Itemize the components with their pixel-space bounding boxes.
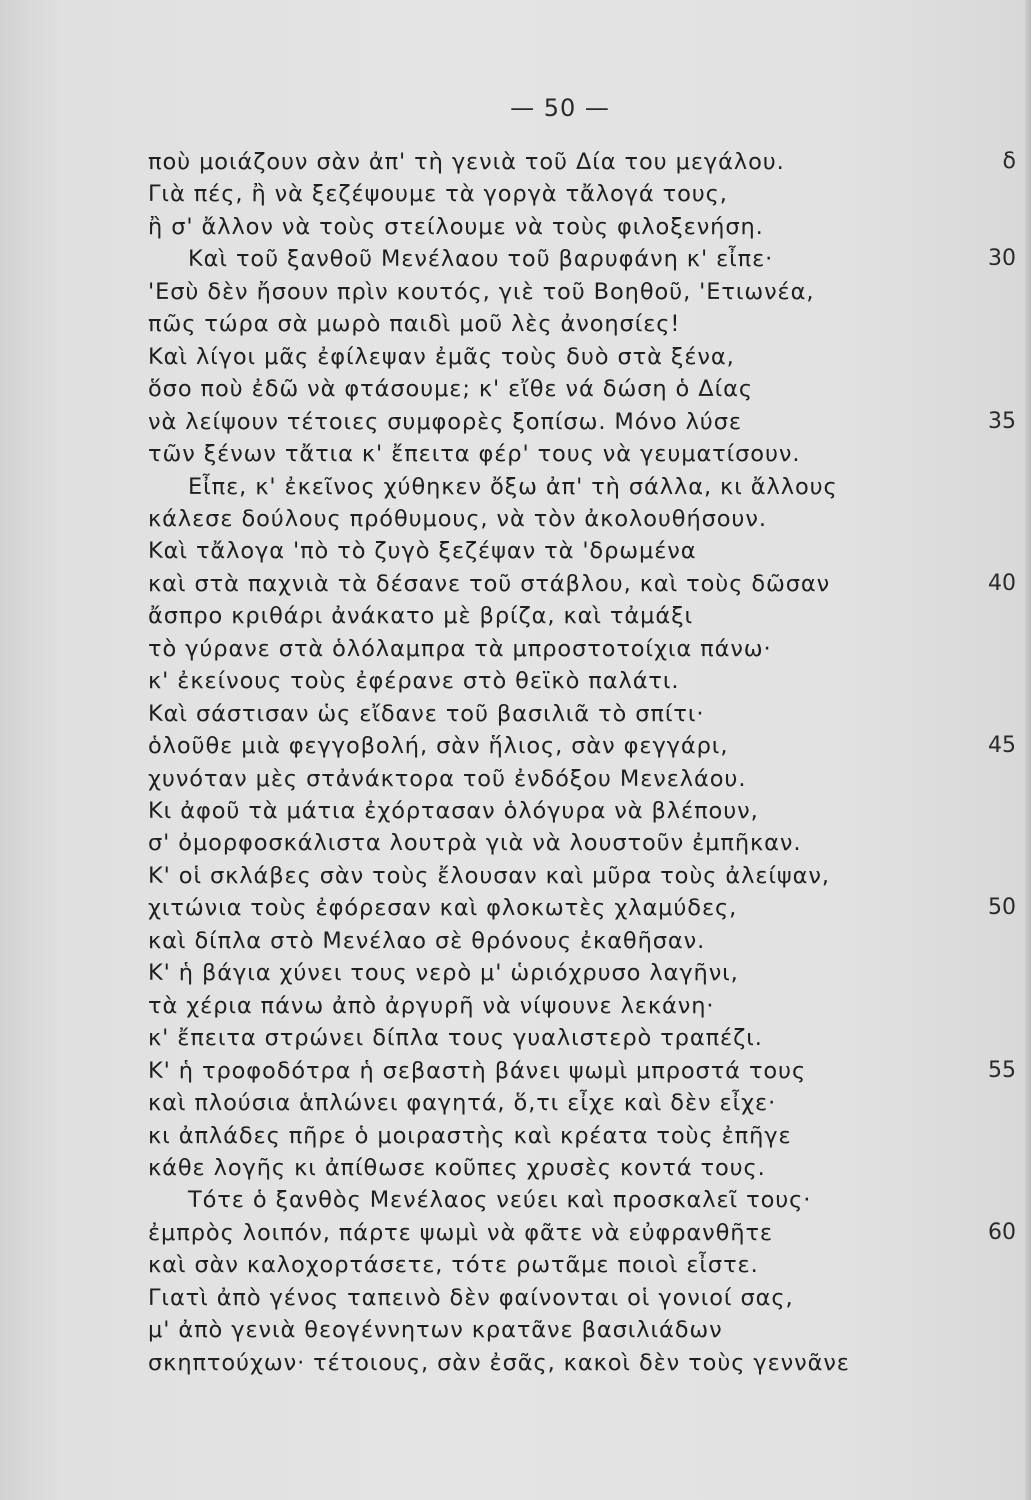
poem-line: Κ' οἱ σκλάβες σὰν τοὺς ἔλουσαν καὶ μῦρα τοὺς ἀλείψαν, [148, 862, 830, 889]
poem-line: Κ' ἡ τροφοδότρα ἡ σεβαστὴ βάνει ψωμὶ μπροστά τους [148, 1057, 807, 1084]
poem-line: 'Εσὺ δὲν ἤσουν πρὶν κουτός, γιὲ τοῦ Βοηθοῦ, 'Ετιωνέα, [148, 278, 815, 305]
poem-line: καὶ πλούσια ἁπλώνει φαγητά, ὅ,τι εἶχε καὶ δὲν εἶχε· [148, 1090, 777, 1117]
line-number-marker: 60 [988, 1219, 1016, 1245]
poem-line: τὸ γύρανε στὰ ὁλόλαμπρα τὰ μπροστοτοίχια πάνω· [148, 635, 772, 662]
poem-line: κάλεσε δούλους πρόθυμους, νὰ τὸν ἀκολουθήσουν. [148, 505, 767, 532]
poem-line: καὶ στὰ παχνιὰ τὰ δέσανε τοῦ στάβλου, καὶ τοὺς δῶσαν [148, 570, 831, 597]
poem-line: κ' ἔπειτα στρώνει δίπλα τους γυαλιστερὸ τραπέζι. [148, 1025, 763, 1052]
poem-line: ἄσπρο κριθάρι ἀνάκατο μὲ βρίζα, καὶ τἀμάξι [148, 603, 694, 630]
line-number-marker: 50 [988, 895, 1016, 921]
poem-line: Κ' ἡ βάγια χύνει τους νερὸ μ' ὡριόχρυσο λαγῆνι, [148, 960, 739, 987]
page-edge [1025, 0, 1031, 1500]
poem-line: ὅσο ποὺ ἐδῶ νὰ φτάσουμε; κ' εἴθε νά δώση ὁ Δίας [148, 376, 753, 403]
poem-line: Γιατὶ ἀπὸ γένος ταπεινὸ δὲν φαίνονται οἱ γονιοί σας, [148, 1284, 794, 1311]
poem-line: ποὺ μοιάζουν σὰν ἀπ' τὴ γενιὰ τοῦ Δία του μεγάλου. [148, 149, 785, 175]
poem-line: σκηπτούχων· τέτοιους, σὰν ἐσᾶς, κακοὶ δὲν τοὺς γεννᾶνε [148, 1349, 850, 1376]
poem-line: Καὶ τοῦ ξανθοῦ Μενέλαου τοῦ βαρυφάνη κ' εἶπε· [188, 246, 774, 273]
poem-line: κ' ἐκείνους τοὺς ἐφέρανε στὸ θεϊκὸ παλάτι. [148, 668, 680, 695]
poem-line: Κι ἀφοῦ τὰ μάτια ἐχόρτασαν ὁλόγυρα νὰ βλέπουν, [148, 798, 759, 824]
poem-line: καὶ δίπλα στὸ Μενέλαο σὲ θρόνους ἐκαθῆσαν. [148, 927, 706, 954]
poem-line: σ' ὀμορφοσκάλιστα λουτρὰ γιὰ νὰ λουστοῦν ἐμπῆκαν. [148, 830, 802, 857]
poem-line: πῶς τώρα σὰ μωρὸ παιδὶ μοῦ λὲς ἀνοησίες! [148, 311, 681, 338]
poem-line: χυνόταν μὲς στἀνάκτορα τοῦ ἐνδόξου Μενελάου. [148, 765, 747, 792]
poem-line: τὰ χέρια πάνω ἀπὸ ἀργυρῆ νὰ νίψουνε λεκάνη· [148, 992, 715, 1019]
poem-line: νὰ λείψουν τέτοιες συμφορὲς ξοπίσω. Μόνο λύσε [148, 408, 742, 435]
poem-line: Τότε ὁ ξανθὸς Μενέλαος νεύει καὶ προσκαλεῖ τους· [188, 1187, 812, 1214]
line-number-marker: 35 [988, 408, 1016, 434]
page-number: — 50 — [510, 94, 610, 122]
poem-line: ὁλοῦθε μιὰ φεγγοβολή, σὰν ἥλιος, σὰν φεγγάρι, [148, 733, 729, 760]
line-number-marker: δ [1002, 149, 1016, 174]
poem-line: Γιὰ πές, ἢ νὰ ξεζέψουμε τὰ γοργὰ τἄλογά τους, [148, 181, 728, 208]
poem-line: κι ἀπλάδες πῆρε ὁ μοιραστὴς καὶ κρέατα τοὺς ἐπῆγε [148, 1122, 792, 1149]
poem-line: Εἶπε, κ' ἐκεῖνος χύθηκεν ὄξω ἀπ' τὴ σάλλα, κι ἄλλους [188, 473, 838, 500]
line-number-marker: 45 [988, 733, 1016, 759]
poem-line: Καὶ τἄλογα 'πὸ τὸ ζυγὸ ξεζέψαν τὰ 'δρωμένα [148, 538, 697, 565]
line-number-marker: 30 [988, 246, 1016, 272]
poem-line: χιτώνια τοὺς ἐφόρεσαν καὶ φλοκωτὲς χλαμύδες, [148, 895, 738, 922]
line-number-marker: 40 [988, 570, 1016, 596]
poem-line: καὶ σὰν καλοχορτάσετε, τότε ρωτᾶμε ποιοὶ εἶστε. [148, 1252, 759, 1279]
line-number-marker: 55 [988, 1057, 1016, 1083]
poem-line: Καὶ λίγοι μᾶς ἐφίλεψαν ἐμᾶς τοὺς δυὸ στὰ ξένα, [148, 343, 735, 370]
poem-line: ἢ σ' ἄλλον νὰ τοὺς στείλουμε νὰ τοὺς φιλοξενήση. [148, 213, 764, 240]
poem-line: Καὶ σάστισαν ὡς εἴδανε τοῦ βασιλιᾶ τὸ σπίτι· [148, 700, 705, 727]
poem-line: κάθε λογῆς κι ἀπίθωσε κοῦπες χρυσὲς κοντά τους. [148, 1154, 766, 1181]
poem-line: μ' ἀπὸ γενιὰ θεογέννητων κρατᾶνε βασιλιάδων [148, 1317, 723, 1344]
poem-line: ἐμπρὸς λοιπόν, πάρτε ψωμὶ νὰ φᾶτε νὰ εὐφρανθῆτε [148, 1219, 773, 1246]
poem-line: τῶν ξένων τἄτια κ' ἔπειτα φέρ' τους νὰ γευματίσουν. [148, 441, 801, 468]
